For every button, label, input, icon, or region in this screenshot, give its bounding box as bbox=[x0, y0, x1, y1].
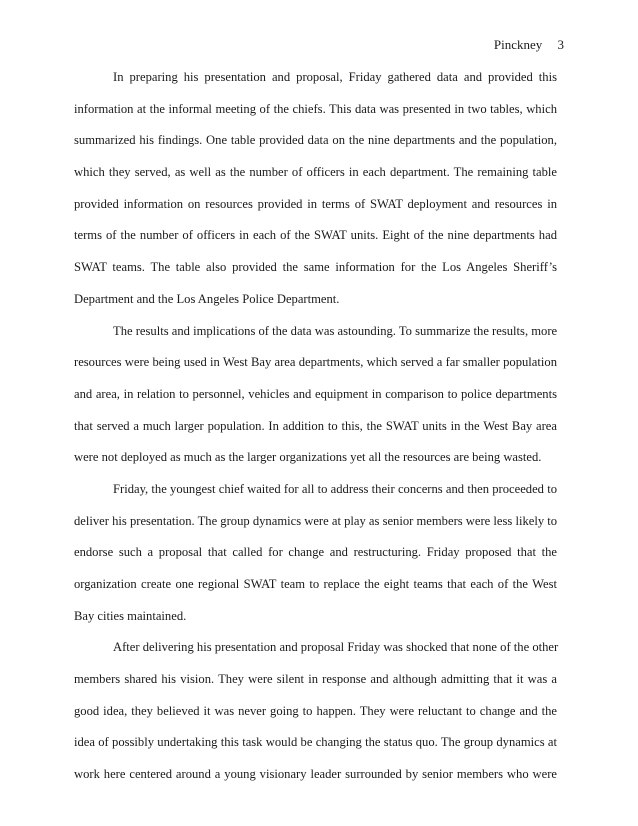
text-line: After delivering his presentation and proposal Friday was shocked that none of the other bbox=[113, 640, 559, 655]
header-author: Pinckney bbox=[493, 37, 543, 52]
text-line: resources were being used in West Bay area departments, which served a far smaller population bbox=[74, 355, 557, 370]
text-line: provided information on resources provided in terms of SWAT deployment and resources in bbox=[74, 196, 557, 211]
text-line: Department and the Los Angeles Police Department. bbox=[74, 291, 340, 306]
paragraph bbox=[74, 69, 557, 323]
text-line: The results and implications of the data was astounding. To summarize the results, more bbox=[113, 323, 558, 338]
text-line: good idea, they believed it was never going to happen. They were reluctant to change and the bbox=[74, 703, 557, 718]
text-line: organization create one regional SWAT team to replace the eight teams that each of the West bbox=[74, 577, 557, 591]
text-line: which they served, as well as the number of officers in each department. The remaining table bbox=[74, 165, 557, 180]
paragraph bbox=[74, 639, 557, 797]
text-line: SWAT teams. The table also provided the same information for the Los Angeles Sheriff’s bbox=[74, 260, 557, 275]
text-line: endorse such a proposal that called for change and restructuring. Friday proposed that the bbox=[74, 545, 557, 560]
paragraph bbox=[74, 323, 557, 481]
text-line: information at the informal meeting of the chiefs. This data was presented in two tables, which bbox=[74, 101, 557, 116]
text-line: idea of possibly undertaking this task would be changing the status quo. The group dynamics at bbox=[74, 735, 557, 750]
text-line: In preparing his presentation and proposal, Friday gathered data and provided this bbox=[113, 70, 557, 84]
page-number: 3 bbox=[557, 37, 564, 52]
text-line: and area, in relation to personnel, vehicles and equipment in comparison to police departments bbox=[74, 386, 557, 401]
text-line: members shared his vision. They were silent in response and although admitting that it was a bbox=[74, 672, 557, 687]
text-line: were not deployed as much as the larger organizations yet all the resources are being wasted. bbox=[74, 450, 542, 465]
text-line: summarized his findings. One table provided data on the nine departments and the population, bbox=[74, 133, 557, 148]
text-line: work here centered around a young visionary leader surrounded by senior members who were bbox=[74, 767, 557, 782]
paragraph bbox=[74, 481, 557, 639]
text-line: Bay cities maintained. bbox=[74, 608, 187, 623]
text-line: deliver his presentation. The group dynamics were at play as senior members were less likely to bbox=[74, 513, 558, 528]
text-line: Friday, the youngest chief waited for all to address their concerns and then proceeded to bbox=[113, 481, 557, 496]
text-line: that served a much larger population. In addition to this, the SWAT units in the West Bay area bbox=[74, 418, 557, 433]
running-header bbox=[494, 37, 564, 53]
document-body bbox=[74, 69, 557, 798]
text-line: terms of the number of officers in each of the SWAT units. Eight of the nine departments had bbox=[74, 228, 557, 243]
